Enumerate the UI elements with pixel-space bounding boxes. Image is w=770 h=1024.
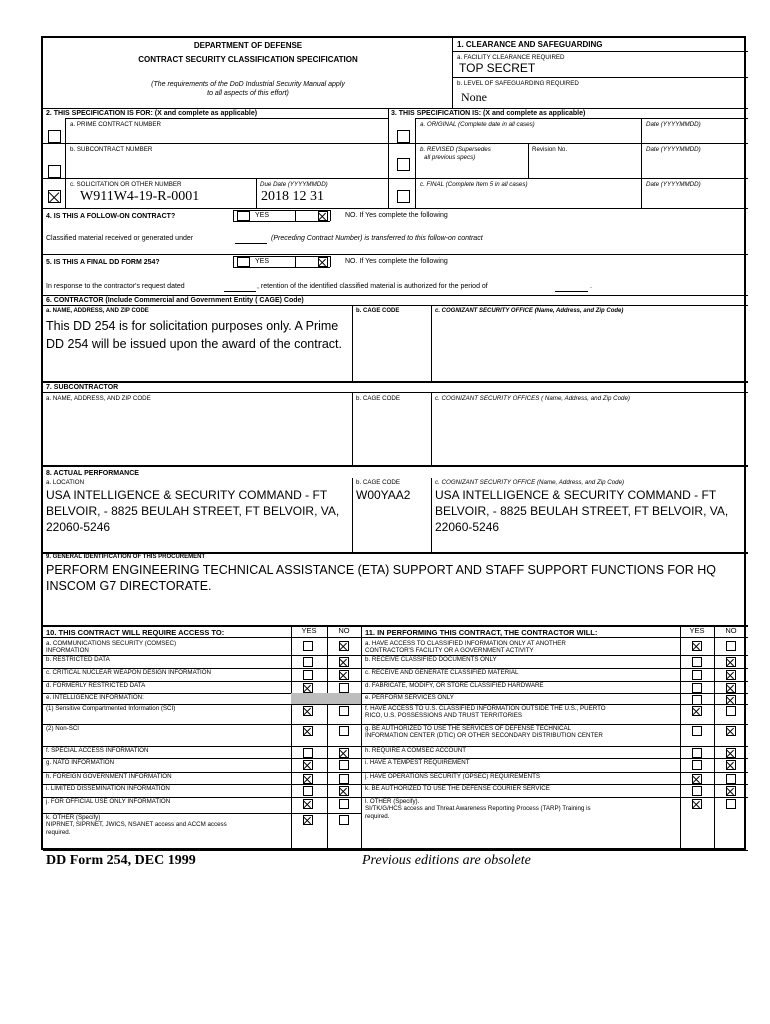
item11-yes-checkbox[interactable] xyxy=(692,748,702,758)
item11-yes-checkbox[interactable] xyxy=(692,695,702,705)
item9-heading: 9. GENERAL IDENTIFICATION OF THIS PROCUREMENT xyxy=(46,554,206,560)
item10-no-checkbox[interactable] xyxy=(339,774,349,784)
item10-yes-checkbox[interactable] xyxy=(303,670,313,680)
item5-heading: 5. IS THIS A FINAL DD FORM 254? xyxy=(46,259,160,266)
item11-label: e. PERFORM SERVICES ONLY xyxy=(365,694,454,701)
item11-label: b. RECEIVE CLASSIFIED DOCUMENTS ONLY xyxy=(365,656,497,663)
date-label-b: Date (YYYYMMDD) xyxy=(646,146,701,153)
revised-label-1: b. REVISED (Supersedes xyxy=(420,146,491,153)
item11-no-checkbox[interactable] xyxy=(726,641,736,651)
item11-yes-checkbox[interactable] xyxy=(692,641,702,651)
item6-cso-label: c. COGNIZANT SECURITY OFFICE (Name, Address, and Zip Code) xyxy=(435,308,624,314)
item11-no-checkbox[interactable] xyxy=(726,774,736,784)
item11-yes-checkbox[interactable] xyxy=(692,706,702,716)
safeguarding-label: b. LEVEL OF SAFEGUARDING REQUIRED xyxy=(457,80,579,87)
item10-yes-checkbox[interactable] xyxy=(303,683,313,693)
item5-text-b: , retention of the identified classified material is authorized for the period of xyxy=(257,283,488,290)
item3-heading: 3. THIS SPECIFICATION IS: (X and complete as applicable) xyxy=(391,110,586,117)
item10-yes-checkbox[interactable] xyxy=(303,657,313,667)
item11-no-checkbox[interactable] xyxy=(726,670,736,680)
item11-no-checkbox[interactable] xyxy=(726,695,736,705)
item11-yes-checkbox[interactable] xyxy=(692,760,702,770)
item10-yes-header: YES xyxy=(301,626,317,635)
item10-yes-checkbox[interactable] xyxy=(303,760,313,770)
item11-label2: SI/TK/G/HCS access and Threat Awareness Reporting Process (TARP) Training is xyxy=(365,805,591,812)
item10-no-checkbox[interactable] xyxy=(339,815,349,825)
item6-cage-label: b. CAGE CODE xyxy=(356,308,400,314)
item11-no-checkbox[interactable] xyxy=(726,706,736,716)
item11-no-checkbox[interactable] xyxy=(726,748,736,758)
item11-label3: required. xyxy=(365,813,390,820)
item10-heading: 10. THIS CONTRACT WILL REQUIRE ACCESS TO: xyxy=(46,628,225,637)
item11-yes-checkbox[interactable] xyxy=(692,774,702,784)
item3a-checkbox[interactable] xyxy=(397,130,410,143)
obsolete-note: Previous editions are obsolete xyxy=(362,853,531,868)
item10-label: c. CRITICAL NUCLEAR WEAPON DESIGN INFORMATION xyxy=(46,669,212,676)
item11-label: g. BE AUTHORIZED TO USE THE SERVICES OF DEFENSE TECHNICAL xyxy=(365,725,572,732)
item4-no-checkbox[interactable] xyxy=(318,211,328,221)
item11-label: c. RECEIVE AND GENERATE CLASSIFIED MATERIAL xyxy=(365,669,519,676)
prime-contract-label: a. PRIME CONTRACT NUMBER xyxy=(70,121,161,128)
item11-label: a. HAVE ACCESS TO CLASSIFIED INFORMATION ONLY AT ANOTHER xyxy=(365,640,566,647)
item6-heading: 6. CONTRACTOR (Include Commercial and Government Entity ( CAGE) Code) xyxy=(46,297,304,304)
item10-yes-checkbox[interactable] xyxy=(303,748,313,758)
item4-text-b: (Preceding Contract Number) is transferred to this follow-on contract xyxy=(271,235,483,242)
item11-label: d. FABRICATE, MODIFY, OR STORE CLASSIFIED HARDWARE xyxy=(365,682,544,689)
item11-no-checkbox[interactable] xyxy=(726,786,736,796)
dd254-form xyxy=(41,36,746,850)
performance-location-value[interactable]: USA INTELLIGENCE & SECURITY COMMAND - FT BELVOIR, - 8825 BEULAH STREET, FT BELVOIR, VA, 22060-5246 xyxy=(46,488,340,534)
item10-label: k. OTHER (Specify) xyxy=(46,814,101,821)
item10-no-checkbox[interactable] xyxy=(339,748,349,758)
item11-label: i. HAVE A TEMPEST REQUIREMENT xyxy=(365,759,470,766)
performance-cso-value[interactable]: USA INTELLIGENCE & SECURITY COMMAND - FT BELVOIR, - 8825 BEULAH STREET, FT BELVOIR, VA, 22060-5246 xyxy=(435,488,729,534)
item11-yes-checkbox[interactable] xyxy=(692,683,702,693)
item11-yes-checkbox[interactable] xyxy=(692,799,702,809)
item10-label: i. LIMITED DISSEMINATION INFORMATION xyxy=(46,785,170,792)
item11-label: l. OTHER (Specify). xyxy=(365,798,420,805)
original-label: a. ORIGINAL (Complete date in all cases) xyxy=(420,121,535,128)
item10-label3: required. xyxy=(46,829,71,836)
item10-label: (2) Non-SCI xyxy=(46,725,80,732)
item4-yes-label: YES xyxy=(255,212,270,219)
item10-yes-checkbox[interactable] xyxy=(303,706,313,716)
facility-clearance-value[interactable]: TOP SECRET xyxy=(459,61,536,75)
dept-title: DEPARTMENT OF DEFENSE xyxy=(193,41,303,50)
item5-text-c: . xyxy=(590,283,592,290)
item11-no-header: NO xyxy=(725,626,737,635)
item11-label2: RICO, U.S. POSSESSIONS AND TRUST TERRITORIES xyxy=(365,712,523,719)
item11-no-checkbox[interactable] xyxy=(726,657,736,667)
item8-cso-label: c. COGNIZANT SECURITY OFFICE (Name, Address, and Zip Code) xyxy=(435,479,625,486)
item5-text-a: In response to the contractor's request dated xyxy=(46,283,185,290)
item2-heading: 2. THIS SPECIFICATION IS FOR: (X and complete as applicable) xyxy=(46,110,258,117)
procurement-id-value[interactable]: PERFORM ENGINEERING TECHNICAL ASSISTANCE (ETA) SUPPORT AND STAFF SUPPORT FUNCTIONS FOR HQ INSCOM G7 DIRECTORATE. xyxy=(46,563,716,593)
item10-yes-checkbox[interactable] xyxy=(303,641,313,651)
date-label-c: Date (YYYYMMDD) xyxy=(646,181,701,188)
item10-no-checkbox[interactable] xyxy=(339,683,349,693)
item11-label: j. HAVE OPERATIONS SECURITY (OPSEC) REQUIREMENTS xyxy=(365,773,540,780)
item2a-checkbox[interactable] xyxy=(48,130,61,143)
solicitation-value[interactable]: W911W4-19-R-0001 xyxy=(80,189,200,204)
item10-yes-checkbox[interactable] xyxy=(303,815,313,825)
header-note-2: to all aspects of this effort) xyxy=(207,90,289,97)
clearance-heading: 1. CLEARANCE AND SAFEGUARDING xyxy=(457,40,603,49)
item7-cso-label: c. COGNIZANT SECURITY OFFICES ( Name, Address, and Zip Code) xyxy=(435,395,630,402)
item7-heading: 7. SUBCONTRACTOR xyxy=(46,384,119,391)
item4-heading: 4. IS THIS A FOLLOW-ON CONTRACT? xyxy=(46,213,176,220)
item5-no-label: NO. If Yes complete the following xyxy=(345,258,448,265)
item11-label2: CONTRACTOR'S FACILITY OR A GOVERNMENT ACTIVITY xyxy=(365,647,534,654)
item6-name-label: a. NAME, ADDRESS, AND ZIP CODE xyxy=(46,308,149,314)
facility-clearance-label: a. FACILITY CLEARANCE REQUIRED xyxy=(457,54,565,61)
item10-label: e. INTELLIGENCE INFORMATION: xyxy=(46,694,144,701)
item11-label: h. REQUIRE A COMSEC ACCOUNT xyxy=(365,747,467,754)
item10-label: d. FORMERLY RESTRICTED DATA xyxy=(46,682,146,689)
item10-no-header: NO xyxy=(338,626,350,635)
item8-cage-label: b. CAGE CODE xyxy=(356,479,401,486)
item10-label2: NIPRNET, SIPRNET, JWICS, NSANET access and ACCM access xyxy=(46,821,227,828)
item7-name-label: a. NAME, ADDRESS, AND ZIP CODE xyxy=(46,395,151,402)
item10-no-checkbox[interactable] xyxy=(339,786,349,796)
item10-no-checkbox[interactable] xyxy=(339,726,349,736)
item10-yes-checkbox[interactable] xyxy=(303,774,313,784)
item10-label: a. COMMUNICATIONS SECURITY (COMSEC) xyxy=(46,640,177,647)
item11-label2: INFORMATION CENTER (DTIC) OR OTHER SECONDARY DISTRIBUTION CENTER xyxy=(365,732,603,739)
item10-label: h. FOREIGN GOVERNMENT INFORMATION xyxy=(46,773,172,780)
item4-no-label: NO. If Yes complete the following xyxy=(345,212,448,219)
item10-no-checkbox[interactable] xyxy=(339,760,349,770)
due-date-value[interactable]: 2018 12 31 xyxy=(261,189,324,204)
item11-no-checkbox[interactable] xyxy=(726,799,736,809)
item10-no-checkbox[interactable] xyxy=(339,641,349,651)
item11-heading: 11. IN PERFORMING THIS CONTRACT, THE CONTRACTOR WILL: xyxy=(365,628,598,637)
item10-yes-checkbox[interactable] xyxy=(303,799,313,809)
item10-label: f. SPECIAL ACCESS INFORMATION xyxy=(46,747,149,754)
item10-label: g. NATO INFORMATION xyxy=(46,759,115,766)
item7-cage-label: b. CAGE CODE xyxy=(356,395,401,402)
header-note-1: (The requirements of the DoD Industrial Security Manual apply xyxy=(151,81,345,88)
item11-no-checkbox[interactable] xyxy=(726,760,736,770)
item11-yes-header: YES xyxy=(689,626,705,635)
safeguarding-value[interactable]: None xyxy=(461,90,487,104)
item3c-checkbox[interactable] xyxy=(397,190,410,203)
item2c-checkbox[interactable] xyxy=(48,190,61,203)
item5-yes-checkbox[interactable] xyxy=(237,257,250,267)
item11-yes-checkbox[interactable] xyxy=(692,657,702,667)
item8-location-label: a. LOCATION xyxy=(46,479,85,486)
contractor-name-value[interactable]: This DD 254 is for solicitation purposes only. A Prime DD 254 will be issued upon the award of the contract. xyxy=(46,319,343,351)
item10-yes-checkbox[interactable] xyxy=(303,786,313,796)
item11-no-checkbox[interactable] xyxy=(726,726,736,736)
item11-no-checkbox[interactable] xyxy=(726,683,736,693)
item5-no-checkbox[interactable] xyxy=(318,257,328,267)
item2b-checkbox[interactable] xyxy=(48,165,61,178)
performance-cage-value[interactable]: W00YAA2 xyxy=(356,488,411,502)
item10-no-checkbox[interactable] xyxy=(339,670,349,680)
final-label: c. FINAL (Complete Item 5 in all cases) xyxy=(420,181,528,188)
form-title: CONTRACT SECURITY CLASSIFICATION SPECIFICATION xyxy=(138,55,358,64)
solicitation-label: c. SOLICITATION OR OTHER NUMBER xyxy=(70,181,182,188)
item10-no-checkbox[interactable] xyxy=(339,799,349,809)
item10-label2: INFORMATION xyxy=(46,647,89,654)
item11-yes-checkbox[interactable] xyxy=(692,670,702,680)
item10-no-checkbox[interactable] xyxy=(339,706,349,716)
item4-yes-checkbox[interactable] xyxy=(237,211,250,221)
item11-label: k. BE AUTHORIZED TO USE THE DEFENSE COURIER SERVICE xyxy=(365,785,550,792)
item11-yes-checkbox[interactable] xyxy=(692,726,702,736)
item11-label: f. HAVE ACCESS TO U.S. CLASSIFIED INFORMATION OUTSIDE THE U.S., PUERTO xyxy=(365,705,606,712)
item10-label: j. FOR OFFICIAL USE ONLY INFORMATION xyxy=(46,798,171,805)
item3b-checkbox[interactable] xyxy=(397,158,410,171)
item10-label: (1) Sensitive Compartmented Information (SCI) xyxy=(46,705,176,712)
item8-heading: 8. ACTUAL PERFORMANCE xyxy=(46,470,139,477)
date-label-a: Date (YYYYMMDD) xyxy=(646,121,701,128)
revised-label-2: all previous specs) xyxy=(424,154,476,161)
item5-yes-label: YES xyxy=(255,258,270,265)
item10-yes-checkbox[interactable] xyxy=(303,726,313,736)
item10-no-checkbox[interactable] xyxy=(339,657,349,667)
item4-text-a: Classified material received or generated under xyxy=(46,235,194,242)
form-number: DD Form 254, DEC 1999 xyxy=(46,853,196,868)
shaded-cell xyxy=(291,693,361,704)
item11-yes-checkbox[interactable] xyxy=(692,786,702,796)
due-date-label: Due Date (YYYYMMDD) xyxy=(260,181,328,188)
revision-no-label: Revision No. xyxy=(532,146,568,153)
item10-label: b. RESTRICTED DATA xyxy=(46,656,110,663)
subcontract-label: b. SUBCONTRACT NUMBER xyxy=(70,146,153,153)
